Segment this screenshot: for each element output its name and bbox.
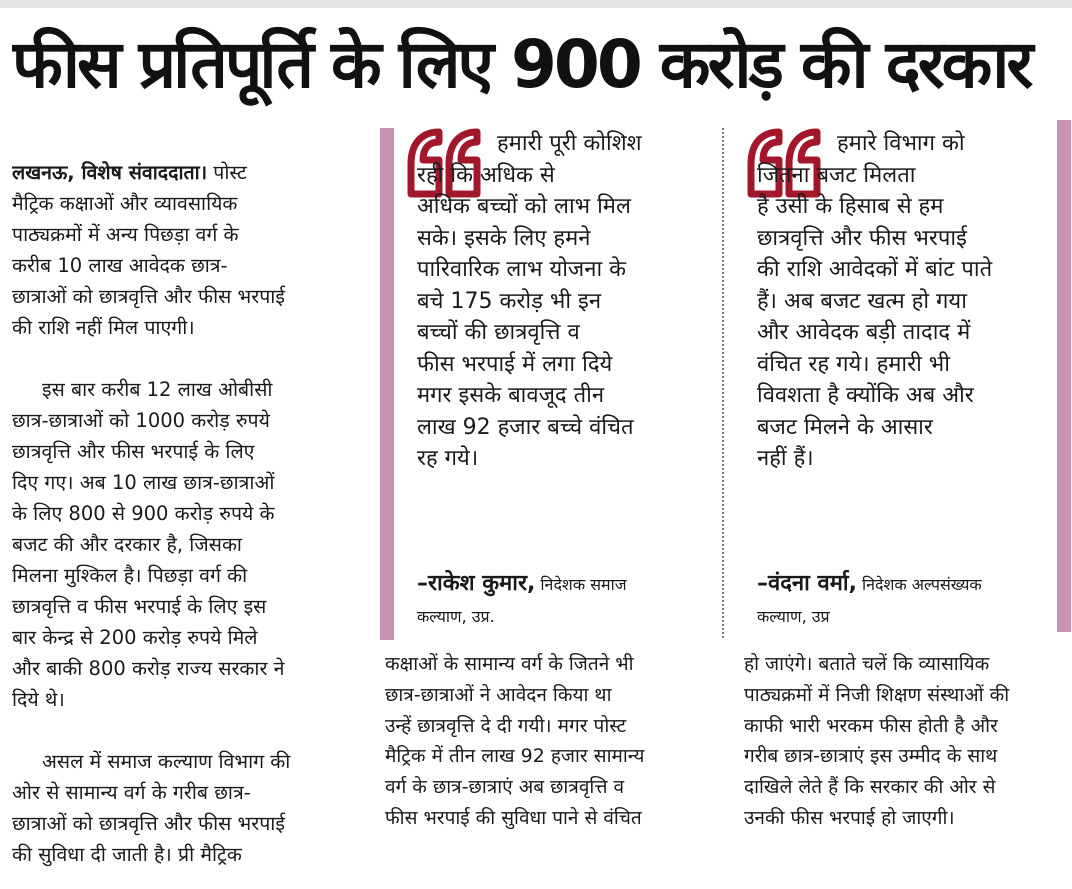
- quote-2-attribution: [757, 568, 1047, 638]
- quote-side-bar: [1057, 120, 1071, 632]
- attribution-name: राकेश कुमार,: [428, 571, 536, 596]
- paragraph-3: असल में समाज कल्याण विभाग की ओर से सामान्य वर्ग के गरीब छात्र- छात्राओं को छात्रवृत्ति और फीस भरपाई की सुविधा दी जाती है। प्री मैट्रिक: [12, 750, 291, 866]
- quote-mark-spacer: [417, 149, 497, 150]
- top-strip: [0, 0, 1072, 8]
- column-divider: [722, 128, 724, 638]
- quote-1-text-wrap: [417, 128, 705, 578]
- article-column-3: हो जाएंगे। बताते चलें कि व्यासायिक पाठ्यक्रमों में निजी शिक्षण संस्थाओं की काफी भारी भरकम फीस होती है और गरीब छात्र-छात्राएं इस उम्मीद के साथ दाखिले लेते हैं कि सरकार की ओर से उनकी फीस भरपाई हो जाएगी।: [744, 653, 1010, 829]
- dateline: लखनऊ, विशेष संवाददाता।: [12, 161, 208, 184]
- attribution-name: वंदना वर्मा,: [768, 571, 857, 596]
- attribution-role: निदेशक अल्पसंख्यक कल्याण, उप्र: [757, 575, 982, 626]
- quote-2-text-wrap: [757, 128, 1057, 578]
- paragraph-1-text: पोस्ट मैट्रिक कक्षाओं और व्यावसायिक पाठ्यक्रमों में अन्य पिछड़ा वर्ग के करीब 10 लाख आवेदक छात्र- छात्राओं को छात्रवृत्ति और फीस भरपाई की राशि नहीं मिल पाएगी।: [12, 161, 285, 339]
- article-column-2: कक्षाओं के सामान्य वर्ग के जितने भी छात्र-छात्राओं ने आवेदन किया था उन्हें छात्रवृत्ति दे दी गयी। मगर पोस्ट मैट्रिक में तीन लाख 92 हजार सामान्य वर्ग के छात्र-छात्राएं अब छात्रवृत्ति व फीस भरपाई की सुविधा पाने से वंचित: [385, 653, 645, 829]
- paragraph-2: इस बार करीब 12 लाख ओबीसी छात्र-छात्राओं को 1000 करोड़ रुपये छात्रवृत्ति और फीस भरपाई के लिए दिए गए। अब 10 लाख छात्र-छात्राओं के लिए 800 से 900 करोड़ रुपये के बजट की और दरकार है, जिसका मिलना मुश्किल है। पिछड़ा वर्ग की छात्रवृत्ति व फीस भरपाई के लिए इस बार केन्द्र से 200 करोड़ रुपये मिले और बाकी 800 करोड़ राज्य सरकार ने दिये थे।: [12, 378, 285, 711]
- quote-box-1: [405, 128, 705, 640]
- quote-mark-spacer: [757, 149, 837, 150]
- quote-side-bar: [380, 128, 394, 640]
- quote-box-2: [745, 128, 1057, 640]
- attribution-dash: –: [417, 571, 428, 596]
- attribution-dash: –: [757, 571, 768, 596]
- article-column-1: [12, 126, 350, 866]
- quote-2-text: हमारे विभाग को जितना बजट मिलता है उसी के हिसाब से हम छात्रवृत्ति और फीस भरपाई की राशि आवेदकों में बांट पाते हैं। अब बजट खत्म हो गया और आवेदक बड़ी तादाद में वंचित रह गये। हमारी भी विवशता है क्योंकि अब और बजट मिलने के आसार नहीं हैं।: [757, 131, 993, 471]
- paragraph-1: [12, 157, 350, 343]
- quote-1-attribution: [417, 568, 707, 638]
- attribution-role: निदेशक समाज कल्याण, उप्र.: [417, 575, 627, 626]
- headline: फीस प्रतिपूर्ति के लिए 900 करोड़ की दरकार: [12, 26, 1031, 103]
- quote-1-text: हमारी पूरी कोशिश रही कि अधिक से अधिक बच्चों को लाभ मिल सके। इसके लिए हमने पारिवारिक लाभ योजना के बचे 175 करोड़ भी इन बच्चों की छात्रवृत्ति व फीस भरपाई में लगा दिये मगर इसके बावजूद तीन लाख 92 हजार बच्चे वंचित रह गये।: [417, 131, 642, 471]
